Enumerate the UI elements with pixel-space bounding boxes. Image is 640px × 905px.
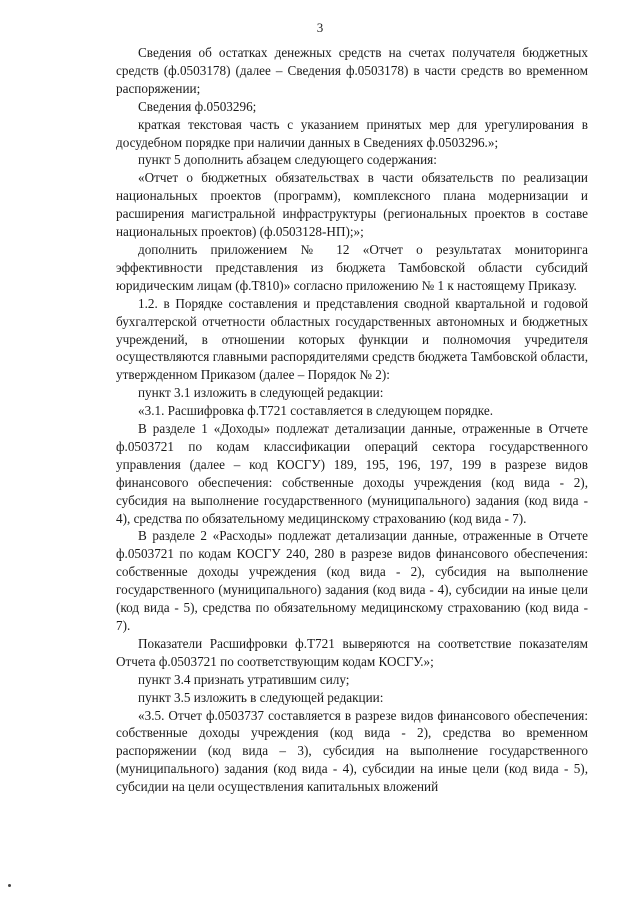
paragraph: пункт 3.4 признать утратившим силу; xyxy=(138,671,350,687)
paragraph: «Отчет о бюджетных обязательствах в части обязательств по реализации национальных проектов (программ), комплексного плана модернизации и расширения магистральной инфраструктуры (региональных проектов в составе национальных проектов) (ф.0503128-НП);»; xyxy=(116,170,588,240)
paragraph: Сведения ф.0503296; xyxy=(138,98,257,114)
paragraph: «3.1. Расшифровка ф.Т721 составляется в следующем порядке. xyxy=(138,403,494,419)
paragraph: пункт 5 дополнить абзацем следующего содержания: xyxy=(138,152,437,168)
paragraph: В разделе 1 «Доходы» подлежат детализации данные, отраженные в Отчете ф.0503721 по кодам классификации операций сектора государственного управления (далее – код КОСГУ) 189, 195, 196, 197, 199 в разрезе видов финансового обеспечения: собственные доходы учреждения (код вида - 2), субсидия на выполнение государственного (муниципального) задания (код вида - 4), средства по обязательному медицинскому страхованию (код вида - 7). xyxy=(116,421,588,526)
paragraph: дополнить приложением № 12 «Отчет о результатах мониторинга эффективности представления из бюджета Тамбовской области субсидий юридическим лицам (ф.Т810)» согласно приложению № 1 к настоящему Приказу. xyxy=(116,241,588,293)
document-body xyxy=(116,44,588,796)
page-number: 3 xyxy=(316,20,324,35)
paragraph: краткая текстовая часть с указанием принятых мер для урегулирования в досудебном порядке при наличии данных в Сведениях ф.0503296.»; xyxy=(116,116,588,150)
paragraph: 1.2. в Порядке составления и представления сводной квартальной и годовой бухгалтерской отчетности областных государственных автономных и бюджетных учреждений, в отношении которых функции и полномочия учредителя осуществляются главными распорядителями средств бюджета Тамбовской области, утвержденном Приказом (далее – Порядок № 2): xyxy=(116,295,588,383)
paragraph: Показатели Расшифровки ф.Т721 выверяются на соответствие показателям Отчета ф.0503721 по соответствующим кодам КОСГУ.»; xyxy=(116,635,588,669)
paragraph: пункт 3.1 изложить в следующей редакции: xyxy=(138,385,384,401)
scan-dot xyxy=(8,884,11,887)
paragraph: «3.5. Отчет ф.0503737 составляется в разрезе видов финансового обеспечения: собственные доходы учреждения (код вида - 2), средства во временном распоряжении (код вида – 3), субсидия на выполнение государственного (муниципального) задания (код вида - 4), субсидии на иные цели (код вида - 5), субсидии на цели осуществления капитальных вложений xyxy=(116,707,588,795)
paragraph: Сведения об остатках денежных средств на счетах получателя бюджетных средств (ф.0503178) (далее – Сведения ф.0503178) в части средств во временном распоряжении; xyxy=(116,45,588,96)
paragraph: пункт 3.5 изложить в следующей редакции: xyxy=(138,689,384,705)
paragraph: В разделе 2 «Расходы» подлежат детализации данные, отраженные в Отчете ф.0503721 по кодам КОСГУ 240, 280 в разрезе видов финансового обеспечения: собственные доходы учреждения (код вида - 2), субсидия на выполнение государственного (муниципального) задания (код вида - 4), субсидии на иные цели (код вида - 5), средства по обязательному медицинскому страхованию (код вида - 7). xyxy=(116,528,588,633)
